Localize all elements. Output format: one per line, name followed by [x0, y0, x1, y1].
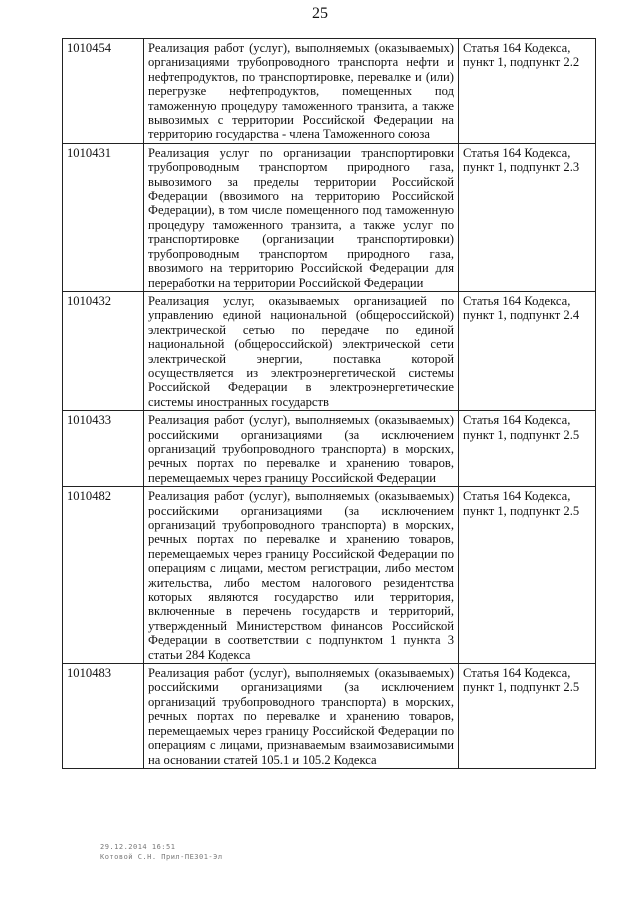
- table-row: [63, 487, 596, 664]
- operation-code: 1010482: [63, 487, 144, 664]
- table-row: [63, 411, 596, 487]
- operation-code: 1010454: [63, 39, 144, 144]
- print-stamp-date: 29.12.2014 16:51: [100, 843, 176, 851]
- table-row: [63, 291, 596, 410]
- code-reference: Статья 164 Кодекса, пункт 1, подпункт 2.2: [459, 39, 596, 144]
- page-number: 25: [312, 5, 328, 22]
- table-row: [63, 143, 596, 291]
- print-stamp-file: Котовой С.Н. Прил-ПЕЗ01-Эл: [100, 853, 223, 861]
- operation-description: Реализация работ (услуг), выполняемых (оказываемых) российскими организациями (за исключением организаций трубопроводного транспорта) в морских, речных портах по перевалке и хранению товаров, перемещаемых через границу Российской Федерации: [144, 411, 459, 487]
- table-row: [63, 39, 596, 144]
- operation-code: 1010433: [63, 411, 144, 487]
- codes-table: [62, 38, 596, 769]
- code-reference: Статья 164 Кодекса, пункт 1, подпункт 2.5: [459, 664, 596, 769]
- operation-code: 1010483: [63, 664, 144, 769]
- code-reference: Статья 164 Кодекса, пункт 1, подпункт 2.5: [459, 487, 596, 664]
- operation-description: Реализация услуг, оказываемых организацией по управлению единой национальной (общероссийской) электрической сетью по передаче по единой национальной (общероссийской) электрической сети электрической энергии, поставка которой осуществляется из электроэнергетической системы Российской Федерации в электроэнергетические системы иностранных государств: [144, 291, 459, 410]
- operation-description: Реализация услуг по организации транспортировки трубопроводным транспортом природного газа, вывозимого за пределы территории Российской Федерации (ввозимого на территорию Российской Федерации), в том числе помещенного под таможенную процедуру таможенного транзита, а также услуг по транспортировке (организации транспортировки) трубопроводным транспортом природного газа, ввозимого на территорию Российской Федерации для переработки на территории Российской Федерации: [144, 143, 459, 291]
- code-reference: Статья 164 Кодекса, пункт 1, подпункт 2.3: [459, 143, 596, 291]
- table-row: [63, 664, 596, 769]
- code-reference: Статья 164 Кодекса, пункт 1, подпункт 2.4: [459, 291, 596, 410]
- operation-description: Реализация работ (услуг), выполняемых (оказываемых) организациями трубопроводного транспорта нефти и нефтепродуктов, по транспортировке, перевалке и (или) перегрузке нефтепродуктов, помещенных под таможенную процедуру таможенного транзита, а также вывозимых с территории Российской Федерации на территорию государства - члена Таможенного союза: [144, 39, 459, 144]
- operation-description: Реализация работ (услуг), выполняемых (оказываемых) российскими организациями (за исключением организаций трубопроводного транспорта) в морских, речных портах по перевалке и хранению товаров, перемещаемых через границу Российской Федерации по операциям с лицами, признаваемым взаимозависимыми на основании статей 105.1 и 105.2 Кодекса: [144, 664, 459, 769]
- operation-code: 1010432: [63, 291, 144, 410]
- operation-description: Реализация работ (услуг), выполняемых (оказываемых) российскими организациями (за исключением организаций трубопроводного транспорта) в морских, речных портах по перевалке и хранению товаров, перемещаемых через границу Российской Федерации по операциям с лицами, местом регистрации, либо местом жительства, либо местом налогового резидентства которых являются государство или территория, включенные в перечень государств и территорий, утвержденный Министерством финансов Российской Федерации в соответствии с подпунктом 1 пункта 3 статьи 284 Кодекса: [144, 487, 459, 664]
- code-reference: Статья 164 Кодекса, пункт 1, подпункт 2.5: [459, 411, 596, 487]
- operation-code: 1010431: [63, 143, 144, 291]
